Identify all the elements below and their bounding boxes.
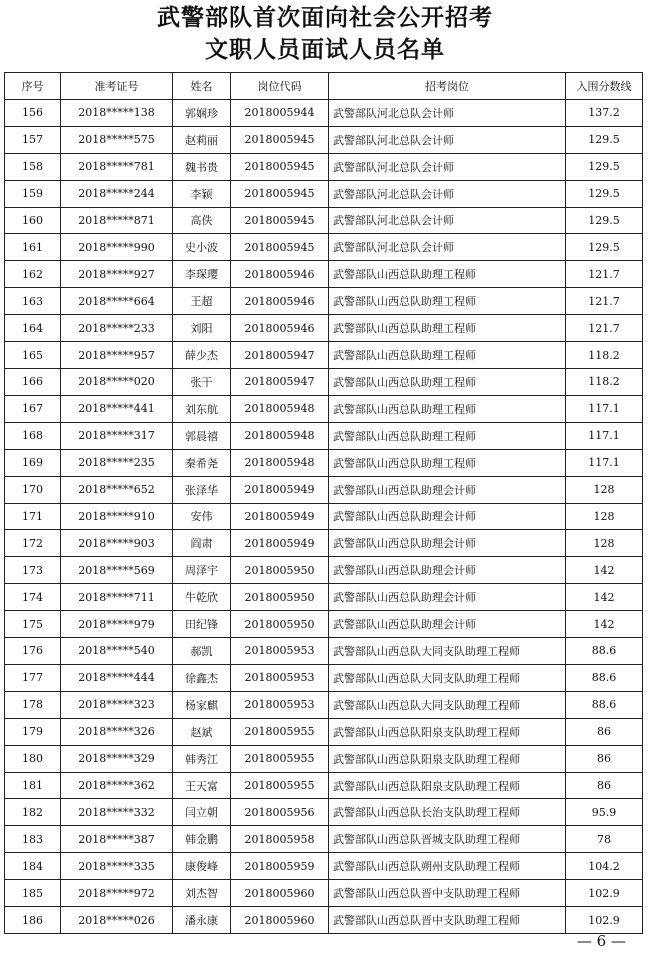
- cell-name: 杨家麒: [173, 691, 231, 718]
- cell-score: 88.6: [566, 691, 643, 718]
- cell-seq: 181: [5, 772, 61, 799]
- cell-post: 武警部队河北总队会计师: [329, 234, 566, 261]
- cell-name: 王超: [173, 288, 231, 315]
- table-row: [5, 395, 643, 422]
- cell-score: 117.1: [566, 422, 643, 449]
- cell-seq: 178: [5, 691, 61, 718]
- cell-post: 武警部队山西总队助理工程师: [329, 288, 566, 315]
- cell-seq: 171: [5, 503, 61, 530]
- table-row: [5, 530, 643, 557]
- cell-exam-id: 2018*****927: [61, 261, 173, 288]
- cell-score: 129.5: [566, 126, 643, 153]
- cell-name: 周泽宇: [173, 557, 231, 584]
- cell-score: 88.6: [566, 638, 643, 665]
- cell-name: 闫立朝: [173, 799, 231, 826]
- table-row: [5, 180, 643, 207]
- cell-post-code: 2018005948: [231, 449, 329, 476]
- table-row: [5, 611, 643, 638]
- cell-post: 武警部队山西总队晋中支队助理工程师: [329, 907, 566, 934]
- cell-post: 武警部队山西总队助理工程师: [329, 449, 566, 476]
- cell-score: 117.1: [566, 449, 643, 476]
- cell-score: 86: [566, 718, 643, 745]
- cell-name: 赵莉丽: [173, 126, 231, 153]
- cell-post: 武警部队山西总队助理会计师: [329, 476, 566, 503]
- cell-name: 韩金鹏: [173, 826, 231, 853]
- table-row: [5, 153, 643, 180]
- cell-name: 刘阳: [173, 315, 231, 342]
- cell-post: 武警部队山西总队助理工程师: [329, 368, 566, 395]
- cell-seq: 158: [5, 153, 61, 180]
- table-row: [5, 691, 643, 718]
- header-post: 招考岗位: [329, 73, 566, 100]
- document-title-line1: 武警部队首次面向社会公开招考: [157, 5, 493, 31]
- table-row: [5, 99, 643, 126]
- cell-name: 魏书贵: [173, 153, 231, 180]
- cell-seq: 165: [5, 342, 61, 369]
- cell-post-code: 2018005948: [231, 422, 329, 449]
- table-row: [5, 342, 643, 369]
- cell-name: 刘东航: [173, 395, 231, 422]
- table-row: [5, 664, 643, 691]
- cell-score: 137.2: [566, 99, 643, 126]
- cell-seq: 183: [5, 826, 61, 853]
- cell-post: 武警部队山西总队大同支队助理工程师: [329, 638, 566, 665]
- cell-name: 郝凯: [173, 638, 231, 665]
- cell-post: 武警部队山西总队助理会计师: [329, 584, 566, 611]
- cell-post: 武警部队山西总队大同支队助理工程师: [329, 664, 566, 691]
- cell-post-code: 2018005955: [231, 772, 329, 799]
- cell-seq: 156: [5, 99, 61, 126]
- document-title-line2: 文职人员面试人员名单: [205, 37, 445, 63]
- page-number: — 6 —: [576, 932, 626, 950]
- cell-score: 102.9: [566, 907, 643, 934]
- cell-post: 武警部队山西总队阳泉支队助理工程师: [329, 772, 566, 799]
- cell-post-code: 2018005946: [231, 261, 329, 288]
- cell-post: 武警部队山西总队阳泉支队助理工程师: [329, 718, 566, 745]
- cell-name: 张干: [173, 368, 231, 395]
- table-row: [5, 799, 643, 826]
- cell-post-code: 2018005953: [231, 664, 329, 691]
- cell-post-code: 2018005945: [231, 207, 329, 234]
- cell-score: 129.5: [566, 207, 643, 234]
- cell-score: 142: [566, 611, 643, 638]
- cell-name: 王天富: [173, 772, 231, 799]
- cell-post-code: 2018005955: [231, 745, 329, 772]
- cell-seq: 180: [5, 745, 61, 772]
- cell-post: 武警部队河北总队会计师: [329, 126, 566, 153]
- cell-name: 安伟: [173, 503, 231, 530]
- cell-post-code: 2018005947: [231, 342, 329, 369]
- cell-seq: 177: [5, 664, 61, 691]
- cell-exam-id: 2018*****972: [61, 880, 173, 907]
- cell-seq: 163: [5, 288, 61, 315]
- header-score: 入围分数线: [566, 73, 643, 100]
- table-row: [5, 476, 643, 503]
- cell-post-code: 2018005948: [231, 395, 329, 422]
- cell-seq: 157: [5, 126, 61, 153]
- cell-post-code: 2018005946: [231, 288, 329, 315]
- cell-exam-id: 2018*****329: [61, 745, 173, 772]
- cell-score: 118.2: [566, 342, 643, 369]
- cell-name: 刘杰智: [173, 880, 231, 907]
- cell-name: 高佚: [173, 207, 231, 234]
- table-row: [5, 449, 643, 476]
- cell-post: 武警部队山西总队助理工程师: [329, 261, 566, 288]
- cell-post: 武警部队山西总队助理会计师: [329, 530, 566, 557]
- header-name: 姓名: [173, 73, 231, 100]
- table-header-row: [5, 73, 643, 100]
- cell-seq: 176: [5, 638, 61, 665]
- header-seq: 序号: [5, 73, 61, 100]
- cell-post: 武警部队山西总队晋中支队助理工程师: [329, 880, 566, 907]
- cell-name: 李颖: [173, 180, 231, 207]
- cell-score: 121.7: [566, 315, 643, 342]
- cell-exam-id: 2018*****711: [61, 584, 173, 611]
- table-row: [5, 126, 643, 153]
- cell-score: 102.9: [566, 880, 643, 907]
- cell-name: 郭晨禧: [173, 422, 231, 449]
- cell-post-code: 2018005950: [231, 611, 329, 638]
- cell-name: 韩秀江: [173, 745, 231, 772]
- cell-exam-id: 2018*****540: [61, 638, 173, 665]
- cell-exam-id: 2018*****326: [61, 718, 173, 745]
- cell-post-code: 2018005955: [231, 718, 329, 745]
- cell-seq: 169: [5, 449, 61, 476]
- table-row: [5, 826, 643, 853]
- cell-post: 武警部队山西总队助理工程师: [329, 422, 566, 449]
- cell-exam-id: 2018*****575: [61, 126, 173, 153]
- cell-exam-id: 2018*****569: [61, 557, 173, 584]
- cell-post: 武警部队山西总队助理会计师: [329, 611, 566, 638]
- table-row: [5, 907, 643, 934]
- cell-post: 武警部队河北总队会计师: [329, 99, 566, 126]
- cell-score: 86: [566, 745, 643, 772]
- cell-post-code: 2018005959: [231, 853, 329, 880]
- cell-score: 121.7: [566, 288, 643, 315]
- cell-post-code: 2018005950: [231, 584, 329, 611]
- table-row: [5, 207, 643, 234]
- cell-post-code: 2018005960: [231, 880, 329, 907]
- cell-post-code: 2018005949: [231, 476, 329, 503]
- cell-score: 118.2: [566, 368, 643, 395]
- cell-exam-id: 2018*****244: [61, 180, 173, 207]
- cell-seq: 175: [5, 611, 61, 638]
- cell-name: 史小波: [173, 234, 231, 261]
- cell-exam-id: 2018*****138: [61, 99, 173, 126]
- table-row: [5, 557, 643, 584]
- cell-post: 武警部队山西总队大同支队助理工程师: [329, 691, 566, 718]
- cell-score: 128: [566, 476, 643, 503]
- cell-seq: 164: [5, 315, 61, 342]
- cell-score: 117.1: [566, 395, 643, 422]
- cell-post: 武警部队河北总队会计师: [329, 207, 566, 234]
- table-row: [5, 315, 643, 342]
- cell-post-code: 2018005953: [231, 691, 329, 718]
- cell-seq: 185: [5, 880, 61, 907]
- cell-exam-id: 2018*****317: [61, 422, 173, 449]
- header-post-code: 岗位代码: [231, 73, 329, 100]
- cell-post-code: 2018005944: [231, 99, 329, 126]
- cell-seq: 167: [5, 395, 61, 422]
- cell-score: 129.5: [566, 153, 643, 180]
- cell-exam-id: 2018*****441: [61, 395, 173, 422]
- cell-exam-id: 2018*****652: [61, 476, 173, 503]
- table-row: [5, 422, 643, 449]
- cell-post-code: 2018005947: [231, 368, 329, 395]
- cell-post: 武警部队山西总队晋城支队助理工程师: [329, 826, 566, 853]
- cell-seq: 172: [5, 530, 61, 557]
- cell-post: 武警部队山西总队长治支队助理工程师: [329, 799, 566, 826]
- table-row: [5, 745, 643, 772]
- cell-name: 潘永康: [173, 907, 231, 934]
- cell-exam-id: 2018*****020: [61, 368, 173, 395]
- cell-post-code: 2018005945: [231, 180, 329, 207]
- cell-seq: 182: [5, 799, 61, 826]
- cell-exam-id: 2018*****233: [61, 315, 173, 342]
- cell-name: 张泽华: [173, 476, 231, 503]
- cell-exam-id: 2018*****332: [61, 799, 173, 826]
- table-row: [5, 853, 643, 880]
- table-row: [5, 718, 643, 745]
- cell-score: 121.7: [566, 261, 643, 288]
- cell-exam-id: 2018*****957: [61, 342, 173, 369]
- cell-score: 128: [566, 530, 643, 557]
- cell-post: 武警部队山西总队助理会计师: [329, 557, 566, 584]
- cell-seq: 162: [5, 261, 61, 288]
- cell-name: 薛少杰: [173, 342, 231, 369]
- cell-exam-id: 2018*****990: [61, 234, 173, 261]
- header-exam-id: 准考证号: [61, 73, 173, 100]
- cell-seq: 159: [5, 180, 61, 207]
- cell-score: 142: [566, 584, 643, 611]
- cell-post-code: 2018005949: [231, 503, 329, 530]
- cell-seq: 184: [5, 853, 61, 880]
- cell-seq: 166: [5, 368, 61, 395]
- cell-exam-id: 2018*****903: [61, 530, 173, 557]
- cell-seq: 173: [5, 557, 61, 584]
- candidate-table: [4, 72, 643, 934]
- cell-score: 78: [566, 826, 643, 853]
- cell-post-code: 2018005953: [231, 638, 329, 665]
- cell-score: 142: [566, 557, 643, 584]
- cell-score: 129.5: [566, 234, 643, 261]
- cell-name: 阎肃: [173, 530, 231, 557]
- table-row: [5, 772, 643, 799]
- table-row: [5, 234, 643, 261]
- cell-score: 95.9: [566, 799, 643, 826]
- cell-exam-id: 2018*****387: [61, 826, 173, 853]
- cell-seq: 170: [5, 476, 61, 503]
- cell-score: 104.2: [566, 853, 643, 880]
- cell-exam-id: 2018*****910: [61, 503, 173, 530]
- cell-exam-id: 2018*****781: [61, 153, 173, 180]
- cell-exam-id: 2018*****871: [61, 207, 173, 234]
- cell-exam-id: 2018*****444: [61, 664, 173, 691]
- cell-post: 武警部队山西总队朔州支队助理工程师: [329, 853, 566, 880]
- cell-score: 88.6: [566, 664, 643, 691]
- cell-post: 武警部队山西总队助理会计师: [329, 503, 566, 530]
- table-row: [5, 638, 643, 665]
- cell-name: 李琛璎: [173, 261, 231, 288]
- cell-seq: 174: [5, 584, 61, 611]
- cell-score: 129.5: [566, 180, 643, 207]
- cell-name: 秦希尧: [173, 449, 231, 476]
- cell-post-code: 2018005958: [231, 826, 329, 853]
- table-body: [5, 99, 643, 933]
- table-row: [5, 288, 643, 315]
- cell-post-code: 2018005945: [231, 126, 329, 153]
- cell-name: 田纪锋: [173, 611, 231, 638]
- cell-seq: 161: [5, 234, 61, 261]
- cell-exam-id: 2018*****664: [61, 288, 173, 315]
- cell-post-code: 2018005945: [231, 153, 329, 180]
- table-row: [5, 503, 643, 530]
- cell-exam-id: 2018*****235: [61, 449, 173, 476]
- cell-post: 武警部队山西总队阳泉支队助理工程师: [329, 745, 566, 772]
- cell-seq: 179: [5, 718, 61, 745]
- cell-score: 86: [566, 772, 643, 799]
- cell-post: 武警部队山西总队助理工程师: [329, 342, 566, 369]
- cell-score: 128: [566, 503, 643, 530]
- cell-post: 武警部队河北总队会计师: [329, 153, 566, 180]
- table-row: [5, 261, 643, 288]
- cell-post-code: 2018005949: [231, 530, 329, 557]
- cell-post-code: 2018005960: [231, 907, 329, 934]
- cell-exam-id: 2018*****362: [61, 772, 173, 799]
- cell-name: 牛乾欣: [173, 584, 231, 611]
- cell-post-code: 2018005946: [231, 315, 329, 342]
- cell-post-code: 2018005956: [231, 799, 329, 826]
- cell-name: 康俊峰: [173, 853, 231, 880]
- cell-post: 武警部队山西总队助理工程师: [329, 315, 566, 342]
- cell-exam-id: 2018*****323: [61, 691, 173, 718]
- table-row: [5, 584, 643, 611]
- cell-name: 徐鑫杰: [173, 664, 231, 691]
- cell-seq: 168: [5, 422, 61, 449]
- cell-post-code: 2018005945: [231, 234, 329, 261]
- cell-seq: 186: [5, 907, 61, 934]
- table-row: [5, 880, 643, 907]
- cell-seq: 160: [5, 207, 61, 234]
- cell-exam-id: 2018*****979: [61, 611, 173, 638]
- cell-post: 武警部队山西总队助理工程师: [329, 395, 566, 422]
- table-row: [5, 368, 643, 395]
- cell-name: 赵斌: [173, 718, 231, 745]
- cell-name: 郭娴珍: [173, 99, 231, 126]
- cell-exam-id: 2018*****335: [61, 853, 173, 880]
- cell-exam-id: 2018*****026: [61, 907, 173, 934]
- cell-post: 武警部队河北总队会计师: [329, 180, 566, 207]
- cell-post-code: 2018005950: [231, 557, 329, 584]
